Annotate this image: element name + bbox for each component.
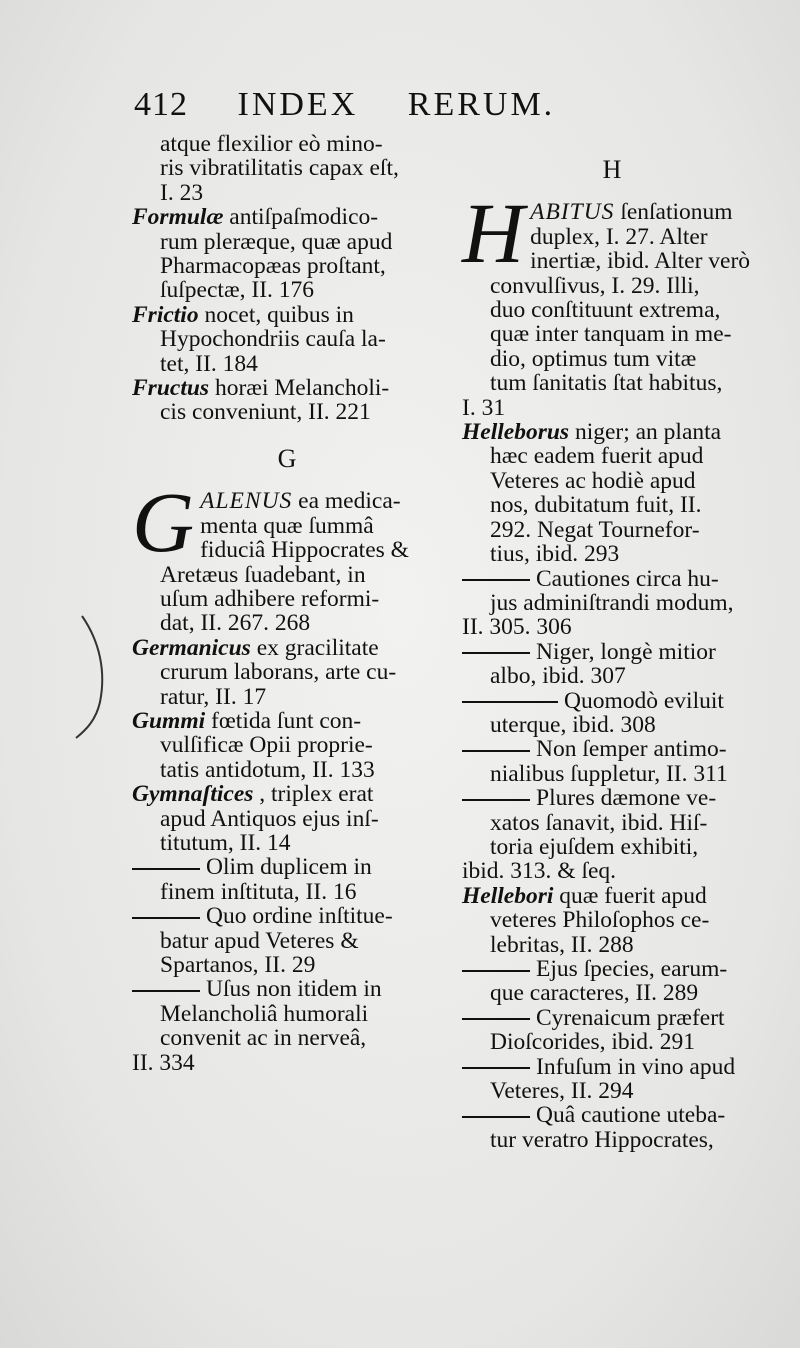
drop-cap-h: H: [462, 185, 525, 282]
repeat-dash: [462, 970, 530, 972]
right-column: [462, 132, 762, 1152]
sub-entry-plures: Plures dæmone ve- xatos ſanavit, ibid. Hiſ- toria ejuſdem exhibiti, ibid. 313. & ſeq.: [462, 785, 717, 885]
sub-entry-infusum: Infuſum in vino apud Veteres, II. 294: [462, 1055, 762, 1104]
sub-entry-niger: Niger, longè mitior albo, ibid. 307: [462, 640, 762, 689]
sub-entry-olim: Olim duplicem in finem inſtituta, II. 16: [132, 855, 442, 904]
repeat-dash: [462, 750, 530, 752]
repeat-dash: [132, 868, 200, 870]
index-entry-habitus: H ABITUS ſenſationum duplex, I. 27. Alter inertiæ, ibid. Alter verò convulſivus, I. 29. Illi, duo conſtituunt extrema, quæ inter tanquam in me- dio, optimus tum vitæ tum ſanitatis ſtat habitus, I. 31: [462, 185, 751, 421]
index-entry-fructus: Fructus horæi Melancholi- cis conveniunt, II. 221: [132, 375, 390, 426]
repeat-dash: [462, 652, 530, 654]
pencil-bracket-mark: [70, 612, 110, 742]
index-entry-galenus: G ALENUS ea medica- menta quæ ſummâ fiduciâ Hippocrates & Aretæus ſuadebant, in uſum adhibere reformi- dat, II. 267. 268: [132, 474, 409, 637]
header-title-index: INDEX: [237, 86, 359, 123]
section-letter-h: H: [602, 155, 622, 184]
section-letter-g: G: [277, 443, 297, 473]
sub-entry-quomodo: Quomodò eviluit uterque, ibid. 308: [462, 689, 762, 738]
page-number: 412: [134, 86, 188, 123]
index-entry-germanicus: Germanicus ex gracilitate crurum laborans, arte cu- ratur, II. 17: [132, 634, 397, 710]
drop-cap-g: G: [132, 474, 195, 571]
sub-entry-cautiones: Cautiones circa hu- jus adminiſtrandi modum, II. 305. 306: [462, 565, 734, 641]
index-entry-gymnastices: Gymnaſtices , triplex erat apud Antiquos ejus inſ- titutum, II. 14: [132, 781, 379, 856]
left-column: [132, 132, 442, 1075]
index-entry-hellebori: Hellebori quæ fuerit apud veteres Philoſophos ce- lebritas, II. 288: [462, 882, 710, 958]
repeat-dash: [462, 1116, 530, 1118]
sub-entry-ejus-species: Ejus ſpecies, earum- que caracteres, II. 289: [462, 957, 762, 1006]
header-title-rerum: RERUM.: [407, 86, 556, 123]
index-entry-helleborus: Helleborus niger; an planta hæc eadem fuerit apud Veteres ac hodiè apud nos, dubitatum fuit, II. 292. Negat Tournefor- tius, ibid. 293: [462, 419, 722, 568]
sub-entry-quo-ordine: Quo ordine inſtitue- batur apud Veteres & Spartanos, II. 29: [132, 904, 442, 977]
repeat-dash: [462, 1067, 530, 1069]
page-header: [134, 86, 654, 124]
repeat-dash: [462, 799, 530, 801]
repeat-dash: [462, 1018, 530, 1020]
repeat-dash: [462, 701, 558, 703]
repeat-dash: [462, 579, 530, 581]
continued-entry: atque flexilior eò mino- ris vibratilitatis capax eſt, I. 23: [160, 131, 399, 206]
sub-entry-qua-cautione: Quâ cautione uteba- tur veratro Hippocrates,: [462, 1103, 762, 1152]
index-entry-formulae: Formulæ antiſpaſmodico- rum pleræque, quæ apud Pharmacopæas proſtant, ſuſpectæ, II. 176: [132, 204, 393, 304]
index-entry-gummi: Gummi fœtida ſunt con- vulſificæ Opii proprie- tatis antidotum, II. 133: [132, 707, 375, 783]
repeat-dash: [132, 917, 200, 919]
sub-entry-cyrenaicum: Cyrenaicum præfert Dioſcorides, ibid. 291: [462, 1006, 762, 1055]
index-entry-frictio: Frictio nocet, quibus in Hypochondriis cauſa la- tet, II. 184: [132, 301, 386, 377]
sub-entry-non-semper: Non ſemper antimo- nialibus ſuppletur, II. 311: [462, 737, 762, 786]
repeat-dash: [132, 990, 200, 992]
sub-entry-usus: Uſus non itidem in Melancholiâ humorali convenit ac in nerveâ, II. 334: [132, 976, 382, 1076]
